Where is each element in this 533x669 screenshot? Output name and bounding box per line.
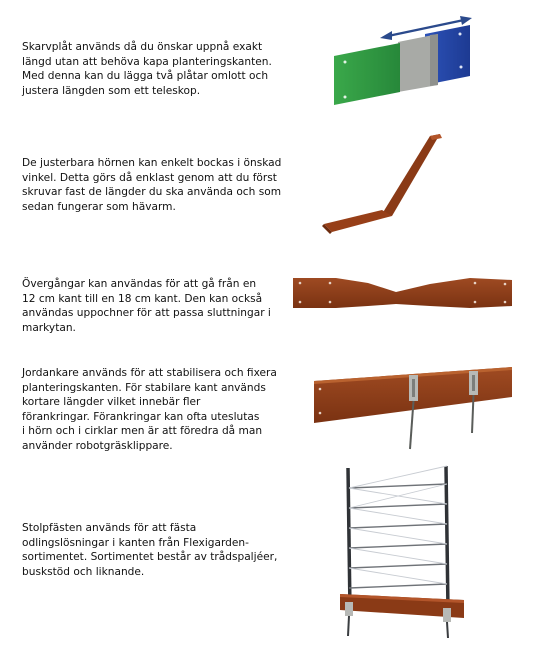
stolpfasten-description: Stolpfästen används för att fästa odlingslösningar i kanten från Flexigarden- sortimentet. Sortimentet består av trådspaljéer, buskstöd och liknande.	[22, 522, 278, 578]
horn-description: De justerbara hörnen kan enkelt bockas i önskad vinkel. Detta görs då enklast genom att du först skruvar fast de längder du ska använda och som sedan fungerar som hävarm.	[22, 157, 282, 213]
adjustable-corner-image	[318, 128, 448, 240]
skarvplat-description: Skarvplåt används då du önskar uppnå exakt längd utan att behöva kapa planteringskanten. Med denna kan du lägga två plåtar omlott och justera längden som ett teleskop.	[22, 41, 272, 97]
ground-anchor-image	[312, 363, 518, 453]
splice-plate-telescope-image	[330, 12, 480, 112]
transition-piece-image	[290, 270, 516, 316]
jordankare-description: Jordankare används för att stabilisera och fixera planteringskanten. För stabilare kant används kortare längder vilket innebär fler förankringar. Förankringar kan ofta uteslutas i hörn och i cirklar men är att föredra då man använder robotgräsklippare.	[22, 367, 277, 452]
overgang-description: Övergångar kan användas för att gå från en 12 cm kant till en 18 cm kant. Den kan också användas uppochner för att passa sluttningar i markytan.	[22, 278, 271, 334]
post-bracket-trellis-image	[336, 460, 472, 640]
